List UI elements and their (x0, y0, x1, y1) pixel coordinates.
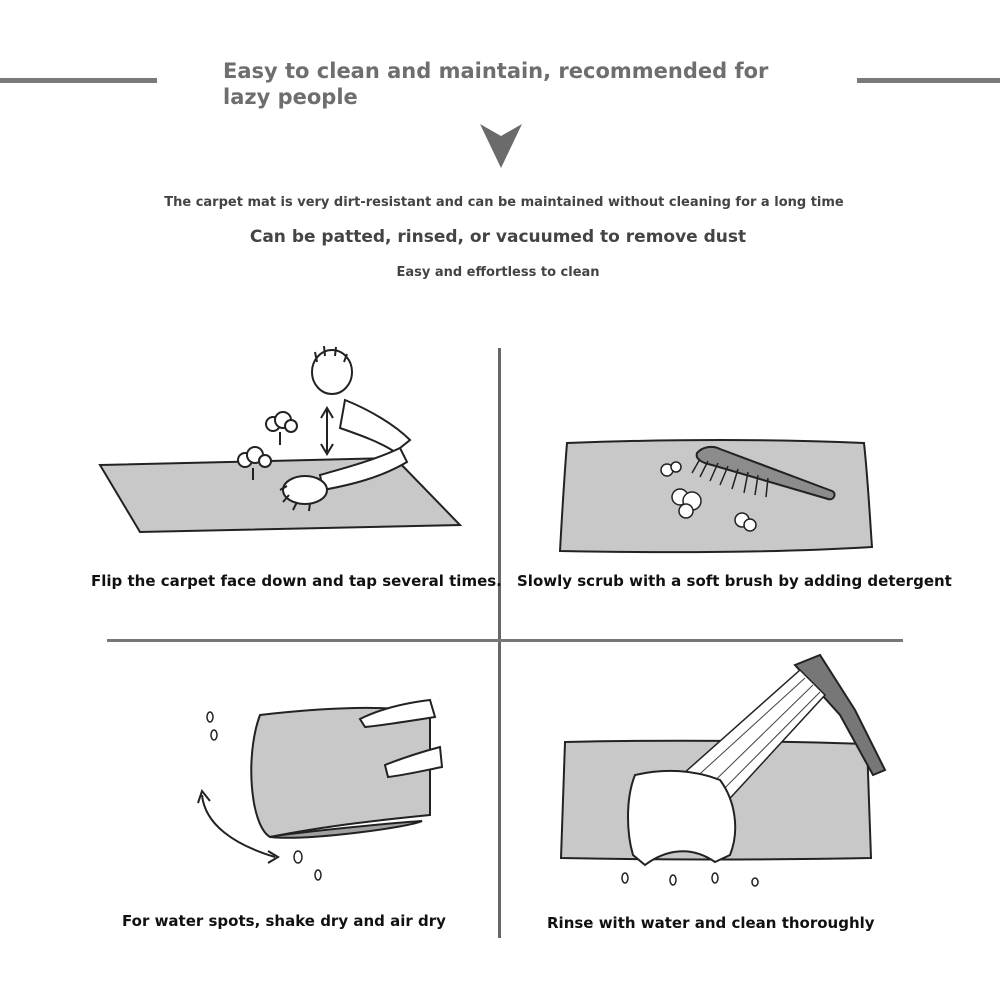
step-2-caption: Slowly scrub with a soft brush by adding detergent (517, 572, 952, 590)
header-rule-left (0, 78, 157, 83)
scrub-brush-illustration (552, 435, 882, 560)
step-3-caption: For water spots, shake dry and air dry (122, 912, 446, 930)
page-title: Easy to clean and maintain, recommended for lazy people (223, 59, 769, 109)
grid-divider-horizontal (107, 639, 903, 642)
subtitle-easy-clean: Easy and effortless to clean (396, 265, 600, 280)
step-1-caption: Flip the carpet face down and tap several times. (91, 572, 502, 590)
subtitle-cleaning-methods: Can be patted, rinsed, or vacuumed to remove dust (249, 227, 747, 247)
subtitle-dirt-resistant: The carpet mat is very dirt-resistant and can be maintained without cleaning for a long time (164, 195, 844, 210)
header-rule-right (857, 78, 1000, 83)
down-arrow-icon (480, 124, 522, 168)
pat-carpet-illustration (95, 340, 475, 540)
step-4-caption: Rinse with water and clean thoroughly (547, 914, 875, 932)
grid-divider-vertical (498, 348, 501, 938)
rinse-water-illustration (555, 650, 895, 895)
shake-dry-illustration (190, 695, 450, 895)
